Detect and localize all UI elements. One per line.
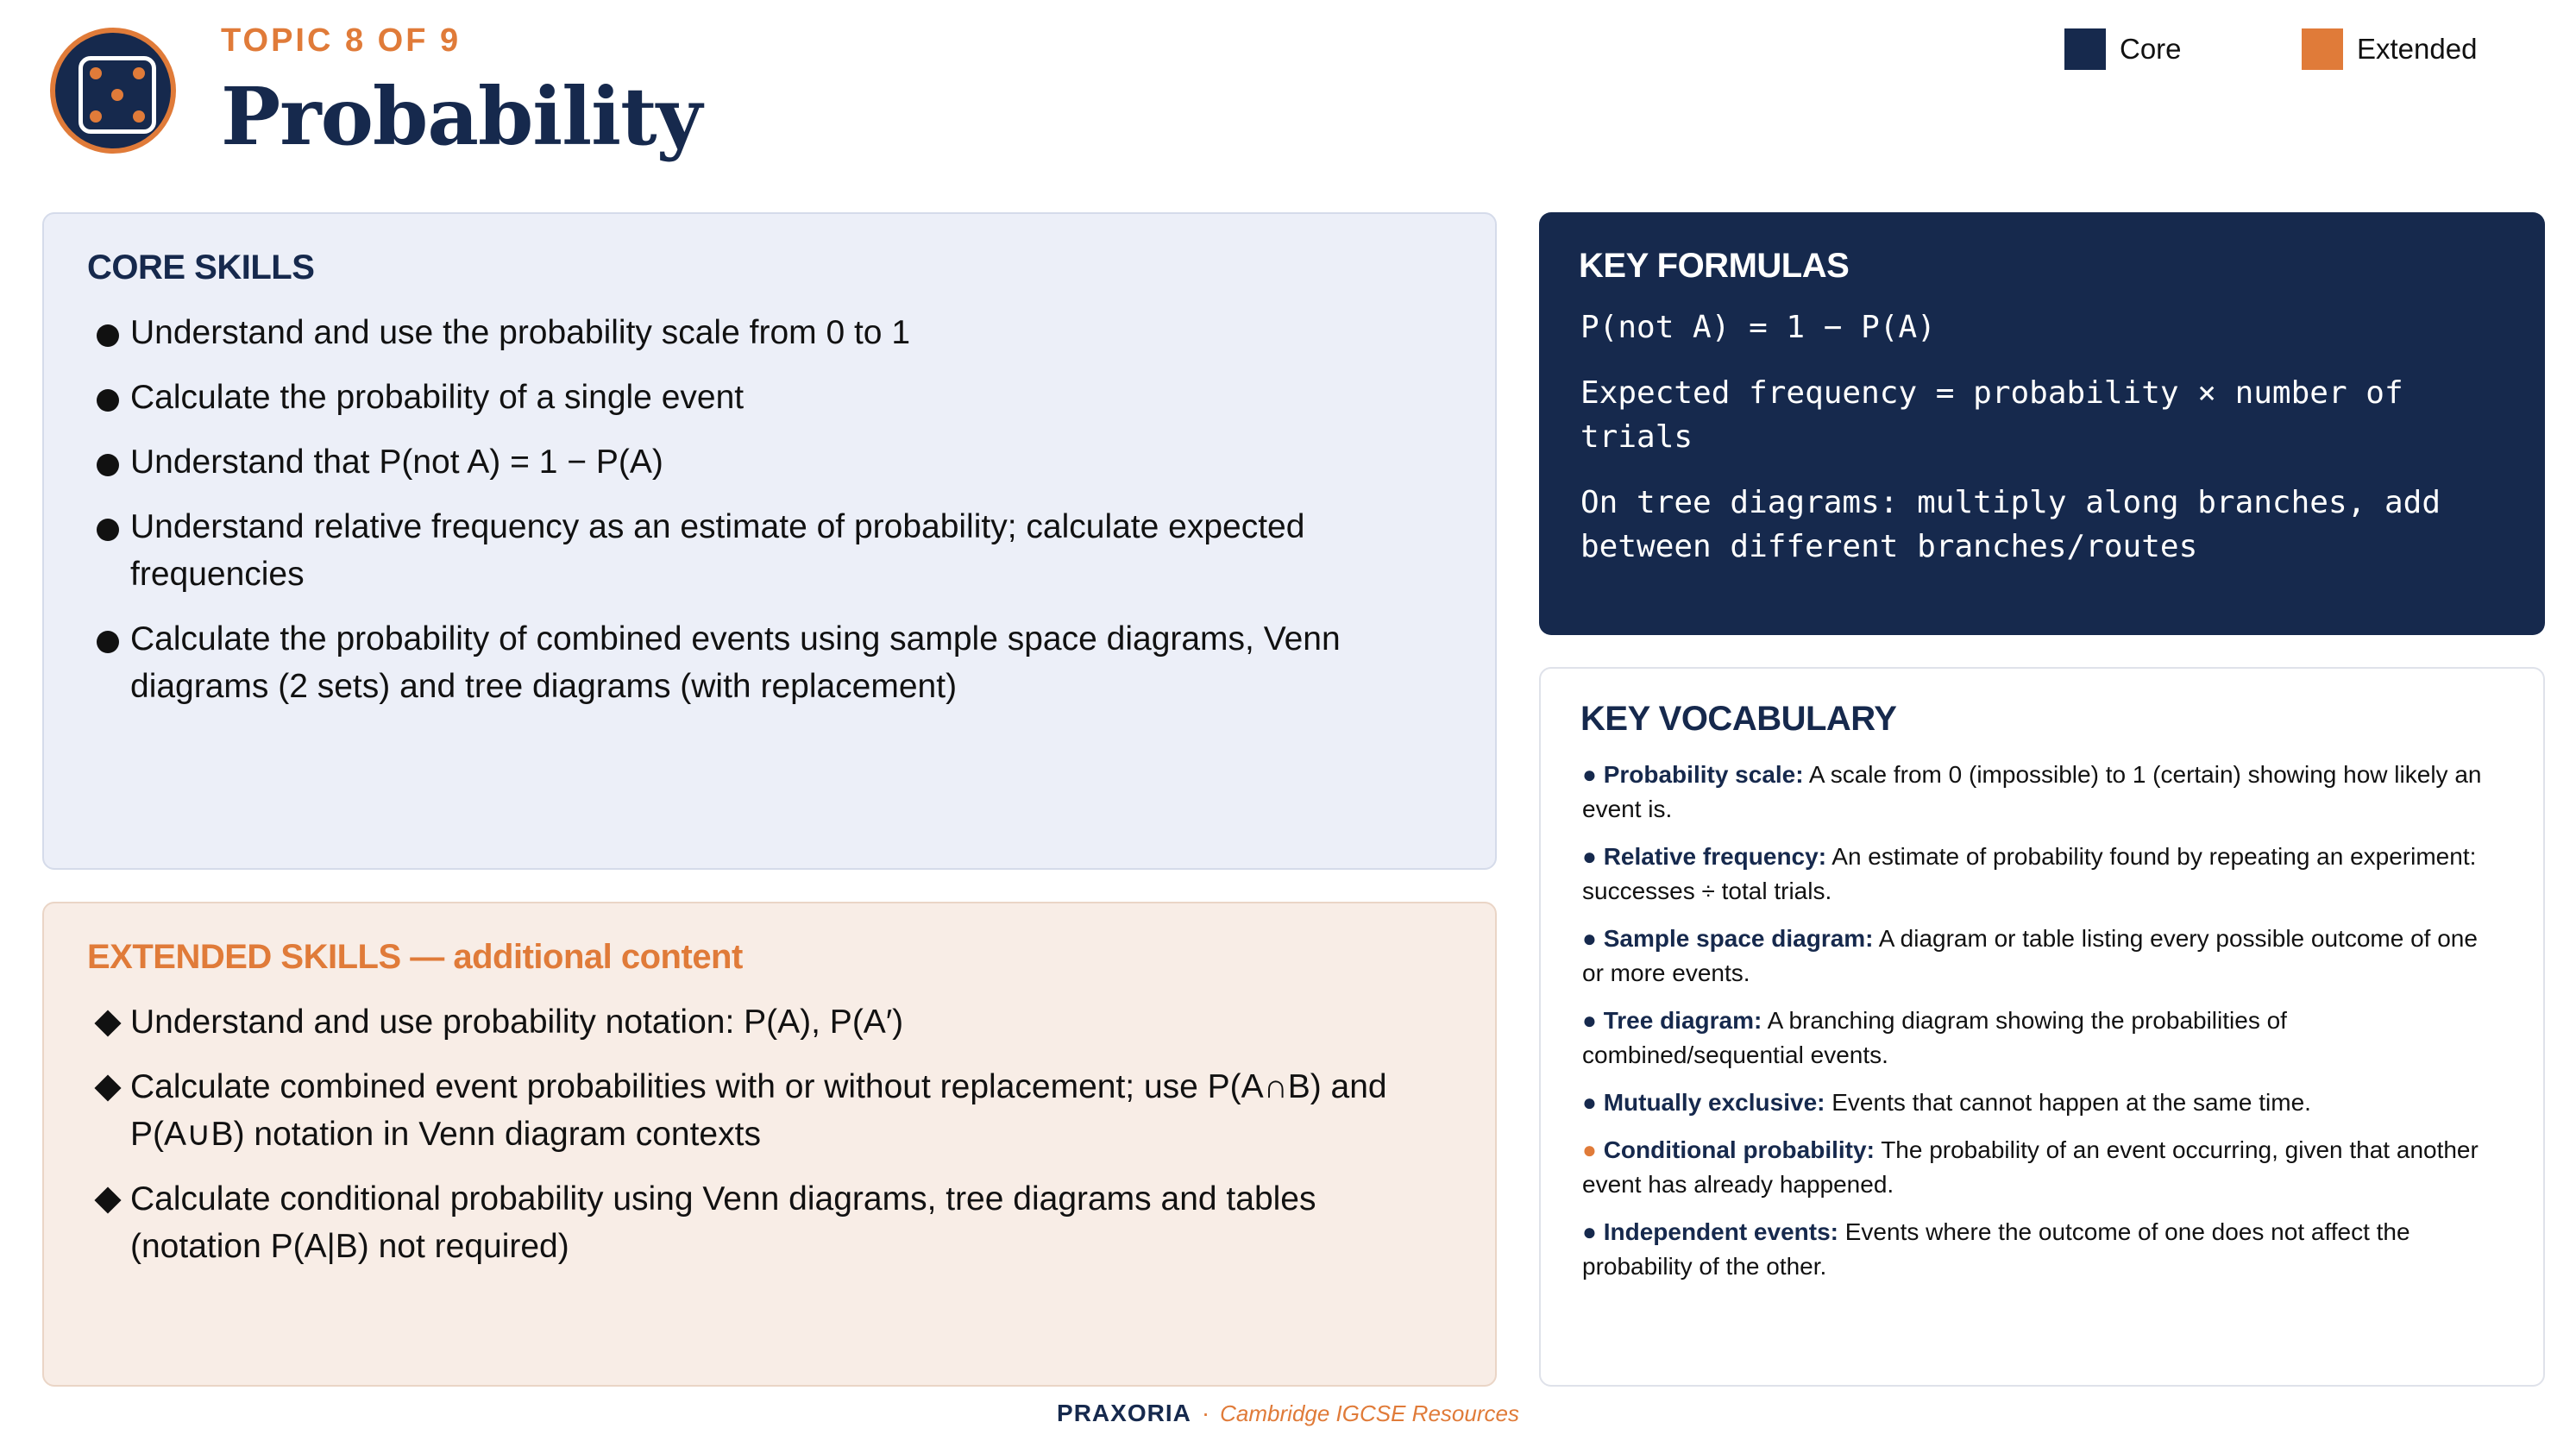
formula-item: On tree diagrams: multiply along branches, add between different branches/routes (1580, 485, 2441, 564)
formula-list (1580, 305, 2512, 590)
bullet-icon: ● (1582, 1007, 1597, 1034)
bullet-icon: ● (1582, 761, 1597, 788)
key-formulas-panel (1539, 212, 2545, 635)
legend-core (2064, 28, 2182, 70)
core-skill-text: Calculate the probability of combined events using sample space diagrams, Venn diagrams (2 sets) and tree diagrams (with replacement) (130, 620, 1341, 705)
vocab-term: Mutually exclusive: (1603, 1089, 1825, 1116)
bullet-icon (97, 631, 119, 653)
extended-skill-text: Calculate combined event probabilities with or without replacement; use P(A∩B) and P(A∪B) notation in Venn diagram contexts (130, 1068, 1387, 1153)
vocab-definition: A branching diagram showing the probabilities of combined/sequential events. (1582, 1007, 2287, 1068)
vocab-item (1582, 1133, 2505, 1202)
vocab-definition: The probability of an event occurring, given that another event has already happened. (1582, 1136, 2479, 1198)
vocab-term: Sample space diagram: (1603, 925, 1874, 952)
bullet-icon (97, 454, 119, 476)
bullet-icon: ● (1582, 843, 1597, 870)
core-skills-heading: CORE SKILLS (87, 249, 315, 286)
extended-skills-heading: EXTENDED SKILLS — additional content (87, 938, 743, 976)
vocab-item (1582, 758, 2505, 827)
core-skills-list (87, 309, 1433, 727)
core-skill-text: Understand that P(not A) = 1 − P(A) (130, 444, 663, 481)
vocab-definition: Events where the outcome of one does not affect the probability of the other. (1582, 1218, 2410, 1280)
vocab-definition: An estimate of probability found by repeating an experiment: successes ÷ total trials. (1582, 843, 2477, 904)
core-skill-text: Calculate the probability of a single event (130, 379, 745, 416)
footer-separator: · (1201, 1400, 1210, 1426)
bullet-icon: ● (1582, 1218, 1597, 1245)
core-skill-item (87, 438, 1433, 486)
vocab-item (1582, 840, 2505, 909)
legend-label-extended: Extended (2357, 33, 2478, 65)
vocab-term: Probability scale: (1603, 761, 1804, 788)
bullet-icon (97, 389, 119, 412)
core-skill-item (87, 309, 1433, 356)
vocab-item (1582, 1085, 2505, 1120)
legend-extended (2302, 28, 2477, 70)
core-swatch (2064, 28, 2106, 70)
vocab-definition: A scale from 0 (impossible) to 1 (certain) showing how likely an event is. (1582, 761, 2482, 822)
core-skill-item (87, 374, 1433, 421)
formula-item: P(not A) = 1 − P(A) (1580, 310, 1936, 345)
extended-skills-list (87, 998, 1433, 1287)
diamond-bullet-icon (94, 1186, 121, 1213)
bullet-icon: ● (1582, 1136, 1597, 1163)
core-skill-text: Understand relative frequency as an estimate of probability; calculate expected frequencies (130, 508, 1305, 593)
extended-skill-item (87, 1175, 1433, 1270)
core-skills-panel (42, 212, 1497, 870)
diamond-bullet-icon (94, 1074, 121, 1101)
key-formulas-heading: KEY FORMULAS (1579, 247, 1850, 285)
bullet-icon (97, 324, 119, 347)
extended-skills-panel (42, 902, 1497, 1387)
core-skill-item (87, 503, 1433, 598)
vocab-definition: Events that cannot happen at the same time. (1831, 1089, 2311, 1116)
footer-tagline: Cambridge IGCSE Resources (1220, 1400, 1519, 1426)
formula-item: Expected frequency = probability × number of trials (1580, 375, 2403, 455)
bullet-icon: ● (1582, 1089, 1597, 1116)
vocab-item (1582, 1004, 2505, 1073)
legend-label-core: Core (2120, 33, 2182, 65)
diamond-bullet-icon (94, 1010, 121, 1036)
vocab-item (1582, 1215, 2505, 1284)
vocab-definition: A diagram or table listing every possible outcome of one or more events. (1582, 925, 2478, 986)
vocab-term: Conditional probability: (1603, 1136, 1875, 1163)
core-skill-text: Understand and use the probability scale from 0 to 1 (130, 314, 911, 351)
vocabulary-list (1582, 758, 2505, 1297)
extended-skill-text: Calculate conditional probability using Venn diagrams, tree diagrams and tables (notation P(A|B) not required) (130, 1180, 1316, 1265)
extended-swatch (2302, 28, 2343, 70)
bullet-icon (97, 519, 119, 541)
bullet-icon: ● (1582, 925, 1597, 952)
core-skill-item (87, 615, 1433, 710)
vocab-item (1582, 922, 2505, 991)
vocab-term: Relative frequency: (1603, 843, 1827, 870)
dice-five-icon (50, 28, 176, 154)
page-title: Probability (221, 70, 702, 163)
footer-brand: PRAXORIA (1057, 1400, 1191, 1426)
footer (0, 1396, 2576, 1431)
extended-skill-item (87, 1063, 1433, 1158)
extended-skill-text: Understand and use probability notation: P(A), P(A′) (130, 1004, 904, 1041)
vocab-term: Tree diagram: (1603, 1007, 1762, 1034)
vocab-term: Independent events: (1603, 1218, 1838, 1245)
extended-skill-item (87, 998, 1433, 1046)
key-vocabulary-heading: KEY VOCABULARY (1580, 700, 1897, 738)
key-vocabulary-panel (1539, 667, 2545, 1387)
topic-label: TOPIC 8 OF 9 (221, 22, 462, 59)
